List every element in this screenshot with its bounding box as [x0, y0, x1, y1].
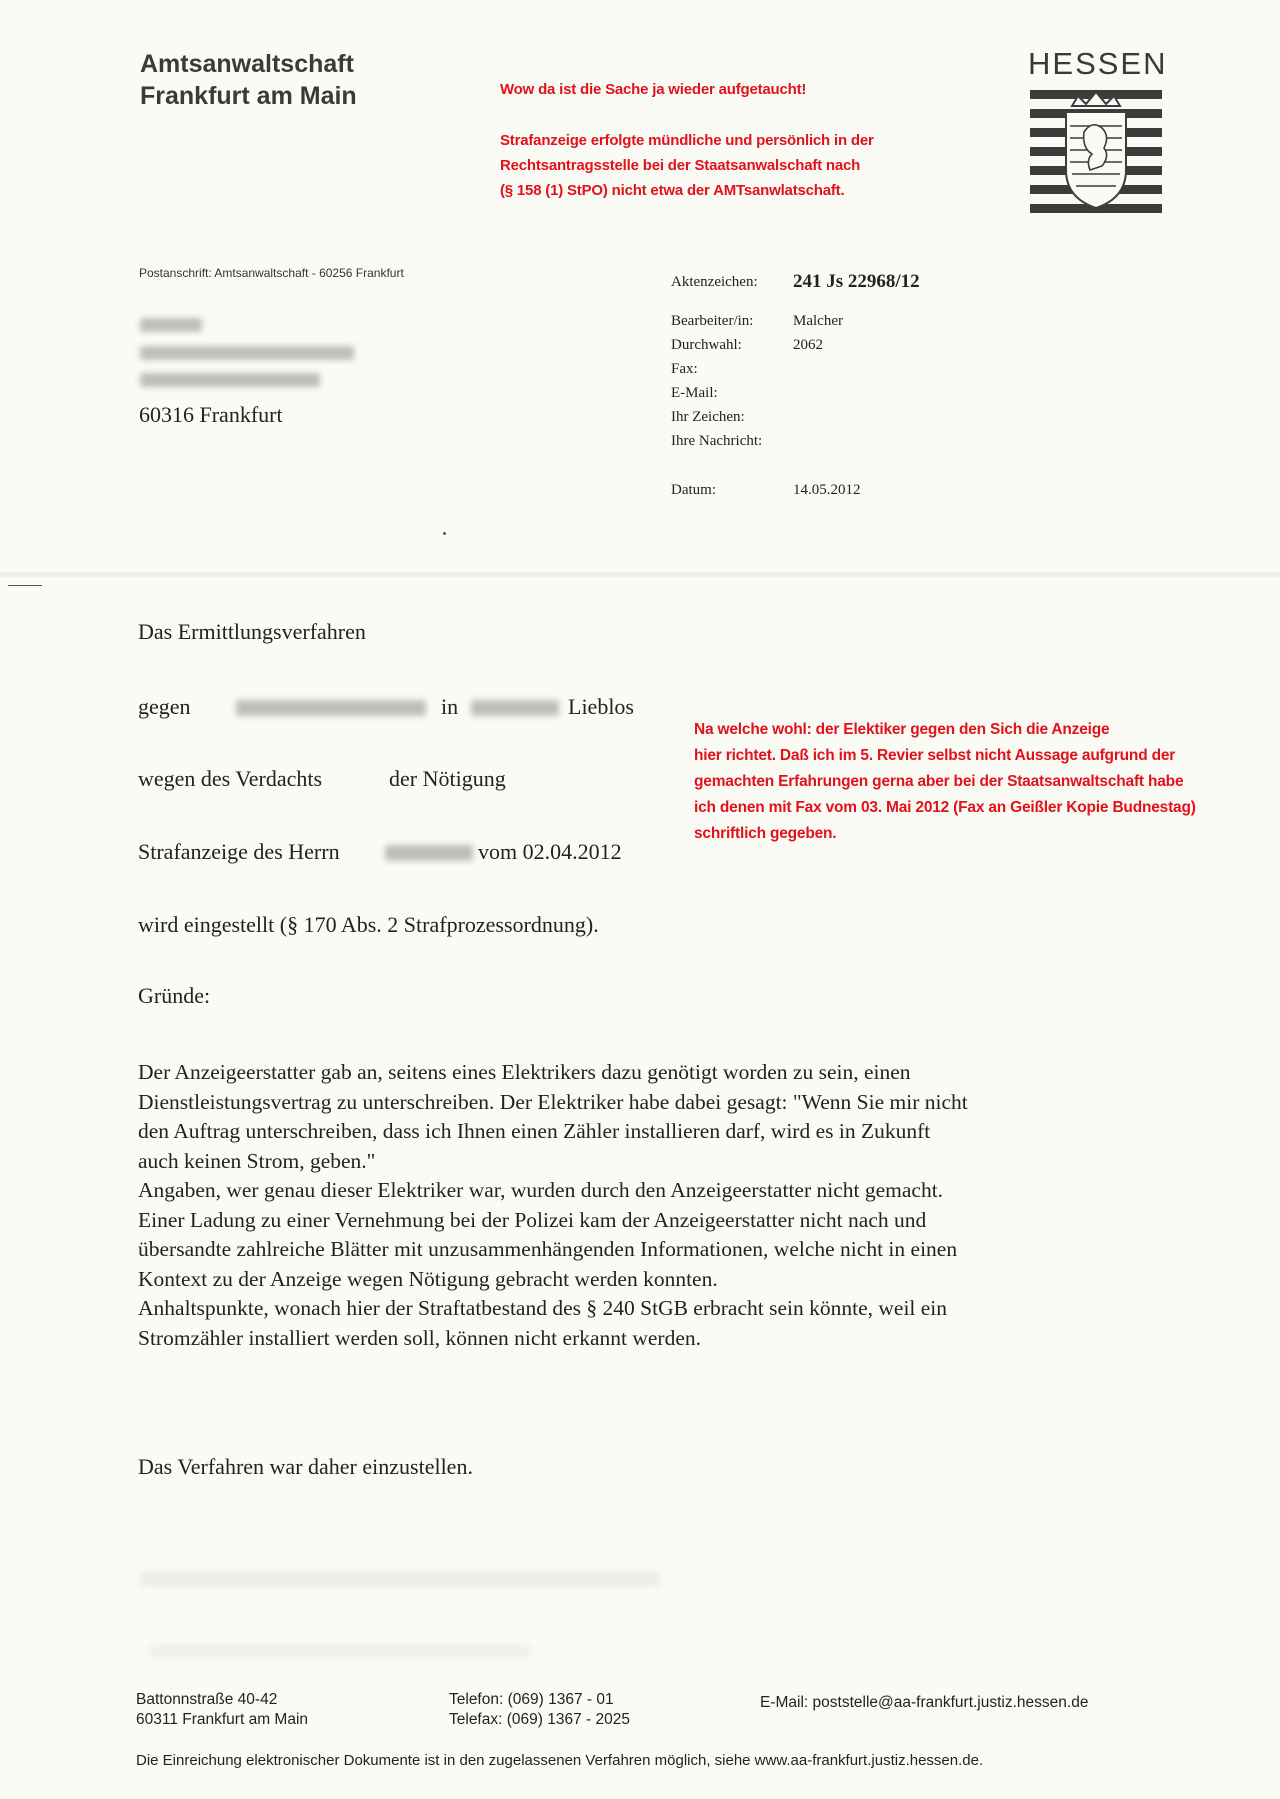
- fold-mark: [8, 585, 42, 586]
- footer-street: Battonnstraße 40-42: [136, 1691, 278, 1708]
- reasons-line: Angaben, wer genau dieser Elektriker war, wurden durch den Anzeigeerstatter nicht gemacht.: [138, 1178, 944, 1202]
- redacted-recipient-company: [140, 346, 354, 360]
- ihre-nachricht-label: Ihre Nachricht:: [671, 433, 763, 449]
- authority-line-1: Amtsanwaltschaft: [140, 50, 354, 78]
- complaint-prefix: Strafanzeige des Herrn: [138, 839, 340, 864]
- reasons-line: Stromzähler installiert werden soll, können nicht erkannt werden.: [138, 1325, 702, 1350]
- bearbeiter-label: Bearbeiter/in:: [671, 313, 754, 329]
- suspicion-label: wegen des Verdachts: [138, 766, 323, 791]
- annotation-side-line-2: hier richtet. Daß ich im 5. Revier selbst nicht Aussage aufgrund der: [694, 747, 1176, 764]
- fax-label: Fax:: [671, 361, 698, 377]
- annotation-side-line-5: schriftlich gegeben.: [694, 825, 837, 842]
- durchwahl-value: 2062: [793, 337, 823, 353]
- against-label: gegen: [138, 694, 191, 719]
- reasons-line: Einer Ladung zu einer Vernehmung bei der Polizei kam der Anzeigeerstatter nicht nach und: [138, 1207, 927, 1232]
- handwritten-annotation-side: [694, 717, 1254, 847]
- footer-email: E-Mail: poststelle@aa-frankfurt.justiz.hessen.de: [760, 1694, 1089, 1711]
- against-place: Lieblos: [568, 694, 634, 719]
- authority-name: [140, 48, 357, 112]
- reasons-line: Kontext zu der Anzeige wegen Nötigung gebracht werden konnten.: [138, 1266, 718, 1291]
- durchwahl-label: Durchwahl:: [671, 337, 742, 353]
- aktenzeichen-value: 241 Js 22968/12: [793, 271, 920, 292]
- paper-speck: [443, 532, 446, 535]
- reasons-line: auch keinen Strom, geben.": [138, 1148, 376, 1173]
- bearbeiter-value: Malcher: [793, 313, 843, 329]
- reasons-line: Dienstleistungsvertrag zu unterschreiben. Der Elektriker habe dabei gesagt: "Wenn Sie mir nicht: [138, 1089, 968, 1114]
- procedure-line: Das Ermittlungsverfahren: [138, 619, 366, 644]
- annotation-top-line-4: (§ 158 (1) StPO) nicht etwa der AMTsanwlatschaft.: [500, 182, 845, 199]
- paper-fold: [0, 572, 1280, 578]
- reasons-paragraph: [138, 1058, 1178, 1353]
- show-through-text: [150, 1645, 530, 1657]
- footer-notice: Die Einreichung elektronischer Dokumente ist in den zugelassenen Verfahren möglich, siehe www.aa-frankfurt.justiz.hessen.de.: [136, 1752, 984, 1769]
- redacted-suspect-town: [471, 700, 559, 716]
- aktenzeichen-label: Aktenzeichen:: [671, 274, 758, 290]
- recipient-city: 60316 Frankfurt: [139, 402, 283, 427]
- reasons-line: Der Anzeigeerstatter gab an, seitens eines Elektrikers dazu genötigt worden zu sein, einen: [138, 1060, 911, 1084]
- reasons-line: Anhaltspunkte, wonach hier der Straftatbestand des § 240 StGB erbracht sein könnte, weil ein: [138, 1296, 948, 1320]
- suspicion-value: der Nötigung: [389, 766, 506, 791]
- annotation-top-line-3: Rechtsantragsstelle bei der Staatsanwalschaft nach: [500, 157, 861, 174]
- redacted-suspect-name: [236, 700, 426, 716]
- ihr-zeichen-label: Ihr Zeichen:: [671, 409, 745, 425]
- email-label: E-Mail:: [671, 385, 718, 401]
- reasons-line: den Auftrag unterschreiben, dass ich Ihnen einen Zähler installieren darf, wird es in Zukunft: [138, 1119, 931, 1143]
- handwritten-annotation-top: [500, 77, 960, 203]
- show-through-text: [140, 1572, 660, 1586]
- footer-phone-block: [449, 1690, 630, 1730]
- state-name: HESSEN: [1028, 46, 1168, 81]
- datum-value: 14.05.2012: [793, 482, 861, 498]
- annotation-side-line-3: gemachten Erfahrungen gerna aber bei der Staatsanwaltschaft habe: [694, 773, 1184, 790]
- redacted-recipient-street: [140, 373, 320, 387]
- redacted-recipient-name: [140, 318, 202, 332]
- footer-city: 60311 Frankfurt am Main: [136, 1711, 309, 1728]
- redacted-complainant-name: [385, 845, 473, 861]
- reasons-line: übersandte zahlreiche Blätter mit unzusammenhängenden Informationen, welche nicht in einen: [138, 1237, 958, 1261]
- footer-fax: Telefax: (069) 1367 - 2025: [449, 1711, 630, 1728]
- authority-line-2: Frankfurt am Main: [140, 82, 357, 110]
- conclusion: Das Verfahren war daher einzustellen.: [138, 1454, 473, 1479]
- annotation-side-line-4: ich denen mit Fax vom 03. Mai 2012 (Fax an Geißler Kopie Budnestag): [694, 799, 1196, 816]
- complaint-suffix: vom 02.04.2012: [478, 839, 622, 864]
- footer-phone: Telefon: (069) 1367 - 01: [449, 1691, 614, 1708]
- reasons-heading: Gründe:: [138, 983, 211, 1008]
- annotation-top-line-1: Wow da ist die Sache ja wieder aufgetaucht!: [500, 81, 807, 98]
- hessen-coat-of-arms-icon: [1030, 86, 1162, 222]
- annotation-top-line-2: Strafanzeige erfolgte mündliche und persönlich in der: [500, 132, 874, 149]
- footer-address: [136, 1690, 308, 1730]
- closure-statement: wird eingestellt (§ 170 Abs. 2 Strafprozessordnung).: [138, 912, 599, 937]
- against-in: in: [441, 694, 459, 719]
- annotation-side-line-1: Na welche wohl: der Elektiker gegen den Sich die Anzeige: [694, 721, 1110, 738]
- datum-label: Datum:: [671, 482, 716, 498]
- postal-address: Postanschrift: Amtsanwaltschaft - 60256 Frankfurt: [139, 266, 404, 280]
